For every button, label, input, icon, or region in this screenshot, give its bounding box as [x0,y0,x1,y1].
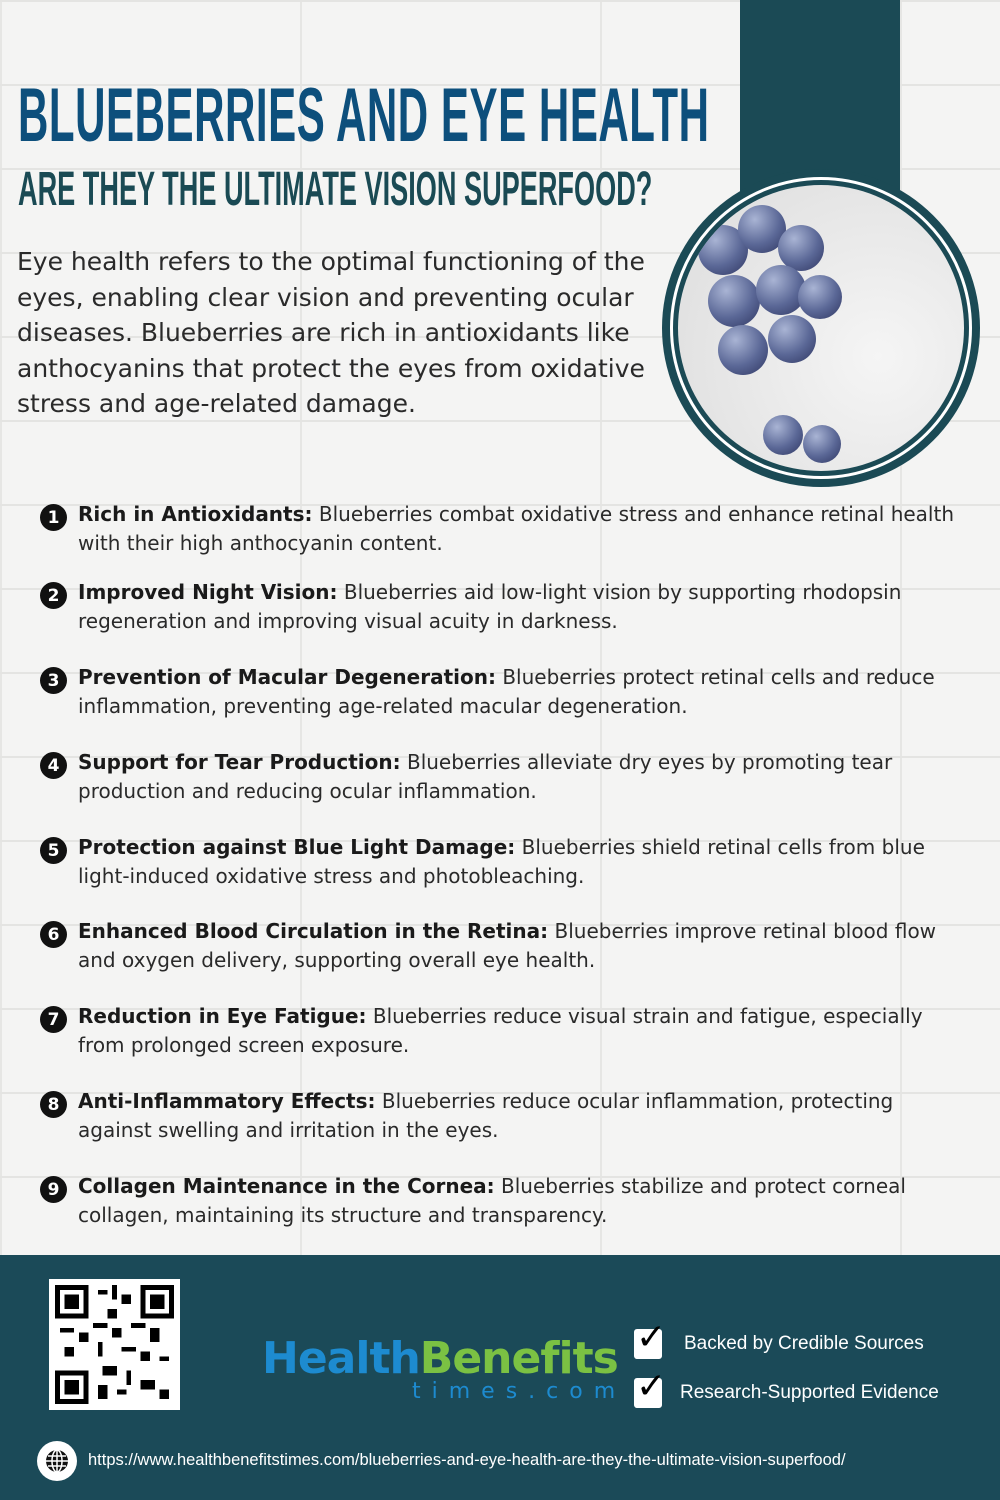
checkmark-icon: ✓ [636,1366,667,1407]
list-item [40,1172,970,1230]
blueberries-photo [662,169,980,487]
number-badge: 5 [40,837,67,864]
item-title: Protection against Blue Light Damage: [78,835,516,859]
globe-icon [37,1441,77,1481]
item-title: Support for Tear Production: [78,750,401,774]
item-title: Anti-Inflammatory Effects: [78,1089,376,1113]
list-item [40,1002,970,1060]
number-badge: 3 [40,667,67,694]
item-text: Blueberries improve retinal blood flow and oxygen delivery, supporting overall eye health. [78,919,937,972]
item-text: Blueberries shield retinal cells from blue light-induced oxidative stress and photobleaching. [78,835,925,888]
item-text: Blueberries reduce visual strain and fatigue, especially from prolonged screen exposure. [78,1004,923,1057]
item-text: Blueberries combat oxidative stress and enhance retinal health with their high anthocyanin content. [78,502,955,555]
list-item [40,663,970,721]
page-title: BLUEBERRIES AND EYE HEALTH [18,73,710,158]
item-text: Blueberries alleviate dry eyes by promoting tear production and reducing ocular inflammation. [78,750,893,803]
item-text: Blueberries stabilize and protect corneal collagen, maintaining its structure and transparency. [78,1174,906,1227]
item-text: Blueberries aid low-light vision by supporting rhodopsin regeneration and improving visual acuity in darkness. [78,580,902,633]
list-item [40,1087,970,1145]
item-text: Blueberries protect retinal cells and reduce inflammation, preventing age-related macular degeneration. [78,665,935,718]
list-item [40,748,970,806]
item-title: Reduction in Eye Fatigue: [78,1004,367,1028]
item-title: Collagen Maintenance in the Cornea: [78,1174,495,1198]
item-title: Enhanced Blood Circulation in the Retina: [78,919,549,943]
research-evidence-badge: ✓ Research-Supported Evidence [636,1366,939,1407]
healthbenefitstimes-logo[interactable]: HealthBenefits times.com [262,1333,627,1404]
list-item [40,500,970,558]
item-text: Blueberries reduce ocular inflammation, protecting against swelling and irritation in the eyes. [78,1089,894,1142]
number-badge: 9 [40,1176,67,1203]
qr-code[interactable] [49,1279,180,1410]
number-badge: 2 [40,582,67,609]
credible-sources-badge: ✓ Backed by Credible Sources [636,1317,924,1358]
number-badge: 6 [40,921,67,948]
list-item [40,833,970,891]
footer [0,1255,1000,1500]
item-title: Improved Night Vision: [78,580,338,604]
number-badge: 8 [40,1091,67,1118]
number-badge: 4 [40,752,67,779]
list-item [40,578,970,636]
number-badge: 7 [40,1006,67,1033]
page-subtitle: ARE THEY THE ULTIMATE VISION SUPERFOOD? [18,163,653,216]
number-badge: 1 [40,504,67,531]
intro-paragraph: Eye health refers to the optimal functioning of the eyes, enabling clear vision and preventing ocular diseases. Blueberries are rich in antioxidants like anthocyanins that protect the eyes from oxidative stress and age-related damage. [17,247,645,418]
list-item [40,917,970,975]
item-title: Prevention of Macular Degeneration: [78,665,496,689]
item-title: Rich in Antioxidants: [78,502,313,526]
checkmark-icon: ✓ [636,1317,667,1358]
article-url-link[interactable]: https://www.healthbenefitstimes.com/blueberries-and-eye-health-are-they-the-ultimate-vision-superfood/ [88,1451,846,1469]
